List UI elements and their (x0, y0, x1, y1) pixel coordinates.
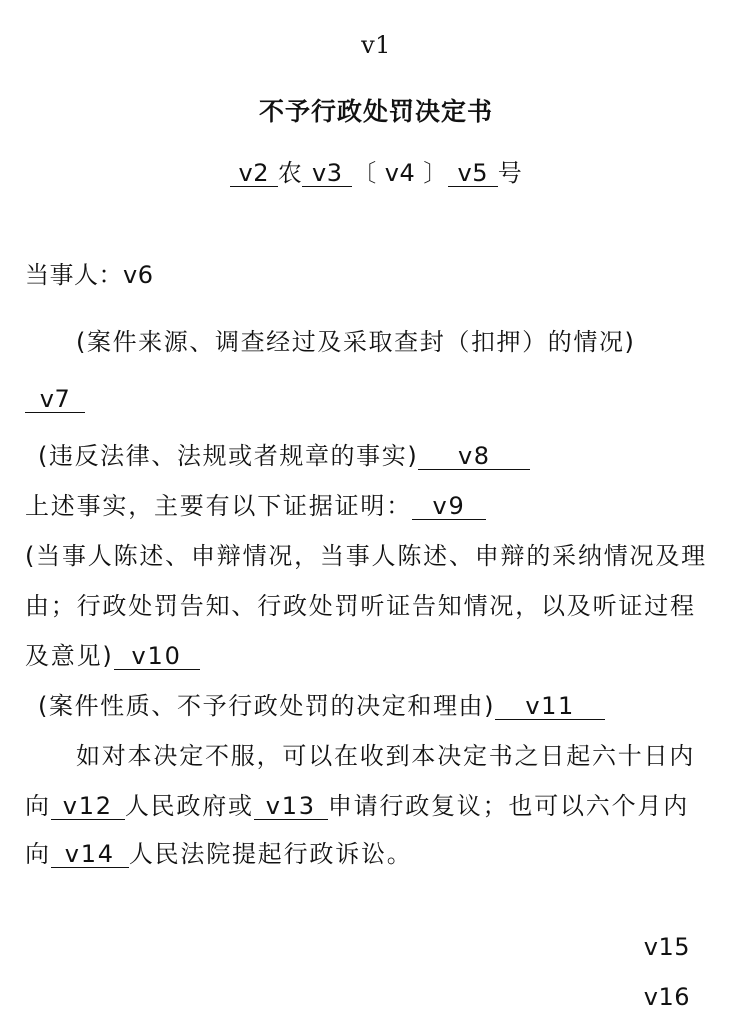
party-value: v6 (123, 261, 154, 289)
document-number-left-bracket: 〔 (352, 159, 377, 187)
statement-hint-line-3-prefix: 及意见) (25, 642, 114, 670)
decision-line (38, 686, 605, 721)
evidence-value: v9 (412, 494, 486, 520)
evidence-line (25, 486, 486, 521)
document-number (0, 153, 752, 188)
court-value: v14 (51, 842, 129, 868)
footer-v16: v16 (643, 983, 690, 1011)
decision-value: v11 (495, 694, 605, 720)
appeal-line-2 (25, 786, 689, 821)
appeal-line-2-prefix: 向 (25, 792, 51, 820)
party-label: 当事人： (25, 261, 123, 289)
document-number-v3: v3 (302, 161, 352, 187)
document-number-v2: v2 (230, 161, 278, 187)
appeal-line-3-prefix: 向 (25, 840, 51, 868)
party-line (25, 255, 153, 290)
appeal-line-2-suffix: 申请行政复议；也可以六个月内 (327, 792, 690, 820)
document-number-right-bracket: 〕 (423, 159, 448, 187)
decision-hint: (案件性质、不予行政处罚的决定和理由) (38, 692, 496, 720)
statement-hint-line-1: (当事人陈述、申辩情况，当事人陈述、申辩的采纳情况及理 (25, 542, 707, 570)
document-number-v5: v5 (448, 161, 498, 187)
violation-value: v8 (418, 444, 530, 470)
case-source-value: v7 (25, 387, 85, 413)
review-agency-value: v13 (254, 794, 328, 820)
statement-value: v10 (114, 644, 200, 670)
case-source-value-line (25, 385, 85, 413)
statement-hint-line-2: 由；行政处罚告知、行政处罚听证告知情况，以及听证过程 (25, 592, 696, 620)
footer-v15: v15 (643, 933, 690, 961)
document-number-suffix: 号 (497, 159, 523, 187)
violation-line (38, 436, 530, 471)
statement-hint-line-3 (25, 636, 200, 671)
document-number-agri-label: 农 (277, 159, 303, 187)
evidence-label: 上述事实，主要有以下证据证明： (25, 492, 412, 520)
violation-hint: (违反法律、法规或者规章的事实) (38, 442, 419, 470)
document-title: 不予行政处罚决定书 (258, 97, 493, 126)
case-source-hint: (案件来源、调查经过及采取查封（扣押）的情况) (76, 328, 636, 356)
review-government-value: v12 (51, 794, 125, 820)
appeal-line-3-suffix: 人民法院提起行政诉讼。 (128, 840, 413, 868)
appeal-line-3 (25, 834, 413, 869)
appeal-line-1: 如对本决定不服，可以在收到本决定书之日起六十日内 (76, 742, 696, 770)
top-code: v1 (361, 31, 391, 59)
document-number-v4: v4 (384, 159, 416, 187)
appeal-line-2-mid: 人民政府或 (124, 792, 254, 820)
